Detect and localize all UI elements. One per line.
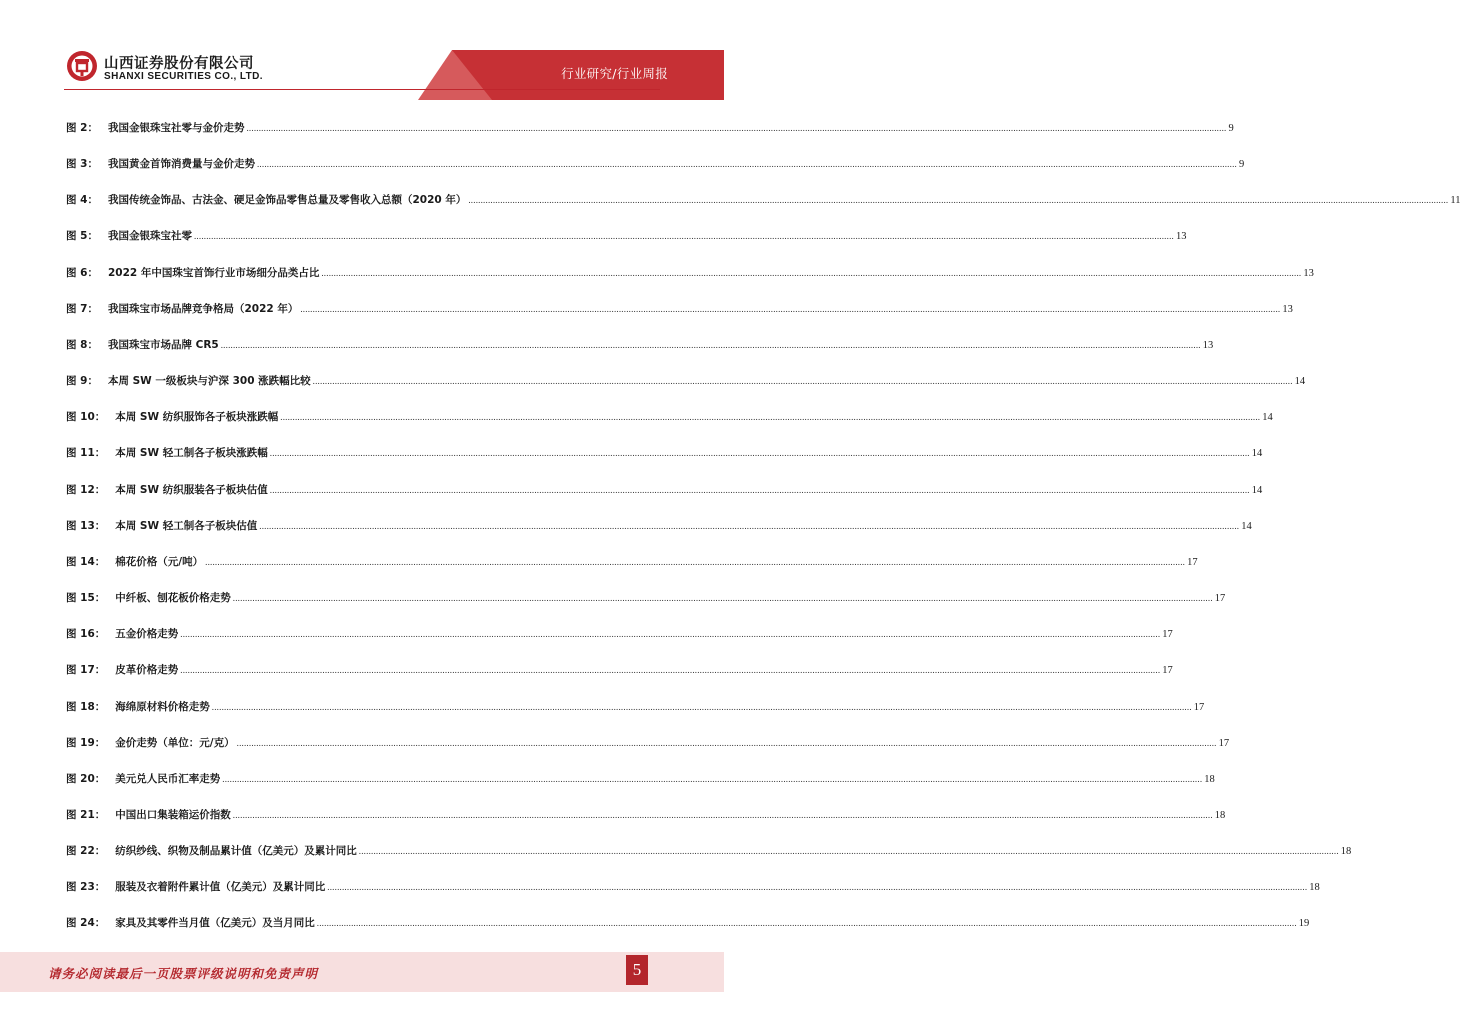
toc-entry[interactable]	[66, 590, 1226, 626]
toc-entry-page: 14	[1251, 484, 1263, 496]
toc-entry-page: 17	[1187, 556, 1198, 568]
toc-dot-leader: ................................................................................................................................................................................................................................................................................................................................................................................................................	[280, 412, 1261, 423]
header-band	[0, 0, 724, 100]
header-divider	[64, 89, 660, 90]
toc-entry-page: 13	[1282, 303, 1293, 315]
toc-entry[interactable]	[66, 265, 1314, 301]
toc-dot-leader: ................................................................................................................................................................................................................................................................................................................................................................................................................	[180, 629, 1161, 640]
toc-entry-title: 我国珠宝市场品牌 CR5	[107, 338, 219, 351]
toc-entry[interactable]	[66, 807, 1226, 843]
company-logo	[66, 50, 98, 82]
toc-dot-leader: ................................................................................................................................................................................................................................................................................................................................................................................................................	[232, 809, 1213, 820]
toc-entry-page: 14	[1262, 412, 1273, 424]
toc-entry-page: 17	[1162, 665, 1173, 677]
toc-entry-number: 图 13：	[66, 519, 106, 532]
toc-entry-page: 18	[1340, 846, 1352, 858]
toc-dot-leader: ................................................................................................................................................................................................................................................................................................................................................................................................................	[468, 195, 1449, 206]
toc-entry-number: 图 18：	[66, 700, 106, 713]
toc-dot-leader: ................................................................................................................................................................................................................................................................................................................................................................................................................	[222, 773, 1203, 784]
toc-entry-title: 美元兑人民币汇率走势	[115, 772, 221, 785]
figure-index-list	[66, 120, 1460, 952]
toc-entry-title: 我国传统金饰品、古法金、硬足金饰品零售总量及零售收入总额（2020 年）	[107, 194, 467, 207]
toc-entry[interactable]	[66, 228, 1187, 264]
toc-dot-leader: ................................................................................................................................................................................................................................................................................................................................................................................................................	[180, 665, 1161, 676]
toc-entry[interactable]	[66, 156, 1245, 192]
toc-entry-number: 图 14：	[66, 555, 106, 568]
toc-dot-leader: ................................................................................................................................................................................................................................................................................................................................................................................................................	[327, 882, 1308, 893]
company-name-cn: 山西证券股份有限公司	[104, 56, 254, 72]
toc-entry-number: 图 9：	[66, 375, 98, 388]
toc-entry[interactable]	[66, 735, 1230, 771]
toc-entry[interactable]	[66, 626, 1173, 662]
toc-entry-title: 纺织纱线、织物及制品累计值（亿美元）及累计同比	[115, 845, 357, 858]
toc-dot-leader: ................................................................................................................................................................................................................................................................................................................................................................................................................	[211, 701, 1192, 712]
toc-dot-leader: ................................................................................................................................................................................................................................................................................................................................................................................................................	[205, 556, 1186, 567]
toc-entry-page: 18	[1214, 809, 1226, 821]
toc-entry-page: 11	[1450, 195, 1460, 207]
toc-entry-page: 17	[1193, 701, 1205, 713]
toc-entry[interactable]	[66, 337, 1214, 373]
toc-entry-number: 图 4：	[66, 194, 98, 207]
toc-entry-title: 我国黄金首饰消费量与金价走势	[107, 158, 255, 171]
toc-entry[interactable]	[66, 771, 1215, 807]
toc-dot-leader: ................................................................................................................................................................................................................................................................................................................................................................................................................	[259, 520, 1240, 531]
toc-entry-page: 13	[1202, 339, 1214, 351]
toc-entry[interactable]	[66, 445, 1263, 481]
toc-dot-leader: ................................................................................................................................................................................................................................................................................................................................................................................................................	[269, 448, 1250, 459]
toc-entry-title: 本周 SW 纺织服饰各子板块涨跌幅	[115, 411, 279, 424]
toc-entry-title: 我国金银珠宝社零与金价走势	[107, 122, 245, 134]
toc-entry[interactable]	[66, 915, 1310, 951]
toc-entry[interactable]	[66, 482, 1263, 518]
toc-dot-leader: ................................................................................................................................................................................................................................................................................................................................................................................................................	[269, 484, 1250, 495]
toc-dot-leader: ................................................................................................................................................................................................................................................................................................................................................................................................................	[246, 123, 1227, 133]
page-footer	[0, 952, 724, 992]
toc-entry-title: 本周 SW 轻工制各子板块估值	[115, 519, 258, 532]
toc-entry-page: 13	[1175, 231, 1187, 243]
toc-entry[interactable]	[66, 409, 1273, 445]
toc-entry-page: 18	[1204, 773, 1215, 785]
page-number: 5	[626, 955, 648, 985]
toc-entry-title: 2022 年中国珠宝首饰行业市场细分品类占比	[107, 266, 320, 279]
toc-entry[interactable]	[66, 192, 1460, 228]
toc-dot-leader: ................................................................................................................................................................................................................................................................................................................................................................................................................	[358, 846, 1339, 857]
toc-entry-number: 图 15：	[66, 592, 106, 605]
toc-entry-number: 图 2：	[66, 122, 98, 134]
toc-dot-leader: ................................................................................................................................................................................................................................................................................................................................................................................................................	[256, 159, 1237, 170]
toc-entry-number: 图 11：	[66, 447, 106, 460]
footer-disclaimer: 请务必阅读最后一页股票评级说明和免责声明	[48, 966, 319, 981]
toc-entry-title: 海绵原材料价格走势	[115, 700, 210, 713]
toc-entry[interactable]	[66, 301, 1293, 337]
toc-entry-number: 图 7：	[66, 302, 98, 315]
toc-dot-leader: ................................................................................................................................................................................................................................................................................................................................................................................................................	[312, 376, 1293, 387]
toc-entry-page: 13	[1303, 267, 1314, 279]
toc-entry[interactable]	[66, 662, 1173, 698]
toc-entry-number: 图 5：	[66, 230, 98, 243]
toc-dot-leader: ................................................................................................................................................................................................................................................................................................................................................................................................................	[300, 303, 1281, 314]
toc-dot-leader: ................................................................................................................................................................................................................................................................................................................................................................................................................	[232, 593, 1213, 604]
toc-entry-title: 金价走势（单位：元/克）	[115, 736, 235, 749]
toc-dot-leader: ................................................................................................................................................................................................................................................................................................................................................................................................................	[316, 918, 1297, 929]
toc-entry-page: 17	[1218, 737, 1230, 749]
toc-entry-page: 17	[1162, 629, 1173, 641]
toc-entry-number: 图 12：	[66, 483, 106, 496]
toc-entry-page: 19	[1298, 918, 1310, 930]
toc-entry-title: 本周 SW 一级板块与沪深 300 涨跌幅比较	[107, 375, 311, 388]
toc-entry-title: 本周 SW 纺织服装各子板块估值	[115, 483, 268, 496]
toc-entry-title: 我国金银珠宝社零	[107, 230, 192, 243]
toc-entry[interactable]	[66, 699, 1205, 735]
toc-entry-number: 图 19：	[66, 736, 106, 749]
toc-entry-title: 棉花价格（元/吨）	[115, 555, 204, 568]
toc-entry-title: 中国出口集装箱运价指数	[115, 808, 231, 821]
toc-entry-number: 图 23：	[66, 881, 106, 894]
toc-entry-title: 家具及其零件当月值（亿美元）及当月同比	[115, 917, 315, 930]
toc-entry-page: 14	[1241, 520, 1252, 532]
toc-entry-number: 图 22：	[66, 845, 106, 858]
page-header	[0, 0, 724, 100]
toc-dot-leader: ................................................................................................................................................................................................................................................................................................................................................................................................................	[236, 737, 1217, 748]
toc-entry-number: 图 10：	[66, 411, 106, 424]
toc-entry-page: 18	[1309, 882, 1320, 894]
toc-entry[interactable]	[66, 843, 1352, 879]
toc-entry-page: 14	[1294, 376, 1306, 388]
toc-entry-number: 图 16：	[66, 628, 106, 641]
report-type-label: 行业研究/行业周报	[561, 66, 668, 81]
company-name-en: SHANXI SECURITIES CO., LTD.	[104, 71, 263, 82]
toc-dot-leader: ................................................................................................................................................................................................................................................................................................................................................................................................................	[321, 267, 1302, 278]
toc-dot-leader: ................................................................................................................................................................................................................................................................................................................................................................................................................	[220, 339, 1201, 350]
toc-entry-page: 9	[1238, 159, 1245, 171]
toc-entry[interactable]	[66, 120, 1234, 156]
toc-entry-number: 图 3：	[66, 158, 98, 171]
toc-entry[interactable]	[66, 518, 1252, 554]
toc-entry[interactable]	[66, 554, 1198, 590]
toc-dot-leader: ................................................................................................................................................................................................................................................................................................................................................................................................................	[193, 231, 1174, 242]
toc-entry-number: 图 17：	[66, 664, 106, 677]
toc-entry-page: 14	[1251, 448, 1263, 460]
toc-entry-title: 我国珠宝市场品牌竞争格局（2022 年）	[107, 302, 299, 315]
toc-entry-number: 图 6：	[66, 266, 98, 279]
toc-entry-title: 皮革价格走势	[115, 664, 179, 677]
toc-entry-title: 五金价格走势	[115, 628, 179, 641]
toc-entry-title: 中纤板、刨花板价格走势	[115, 592, 231, 605]
toc-entry-title: 服装及衣着附件累计值（亿美元）及累计同比	[115, 881, 326, 894]
toc-entry-number: 图 8：	[66, 338, 98, 351]
toc-entry-page: 9	[1228, 123, 1234, 134]
toc-entry-title: 本周 SW 轻工制各子板块涨跌幅	[115, 447, 268, 460]
toc-entry[interactable]	[66, 879, 1320, 915]
toc-entry-number: 图 24：	[66, 917, 106, 930]
toc-entry-page: 17	[1214, 593, 1226, 605]
toc-entry[interactable]	[66, 373, 1306, 409]
toc-entry-number: 图 21：	[66, 808, 106, 821]
toc-entry-number: 图 20：	[66, 772, 106, 785]
